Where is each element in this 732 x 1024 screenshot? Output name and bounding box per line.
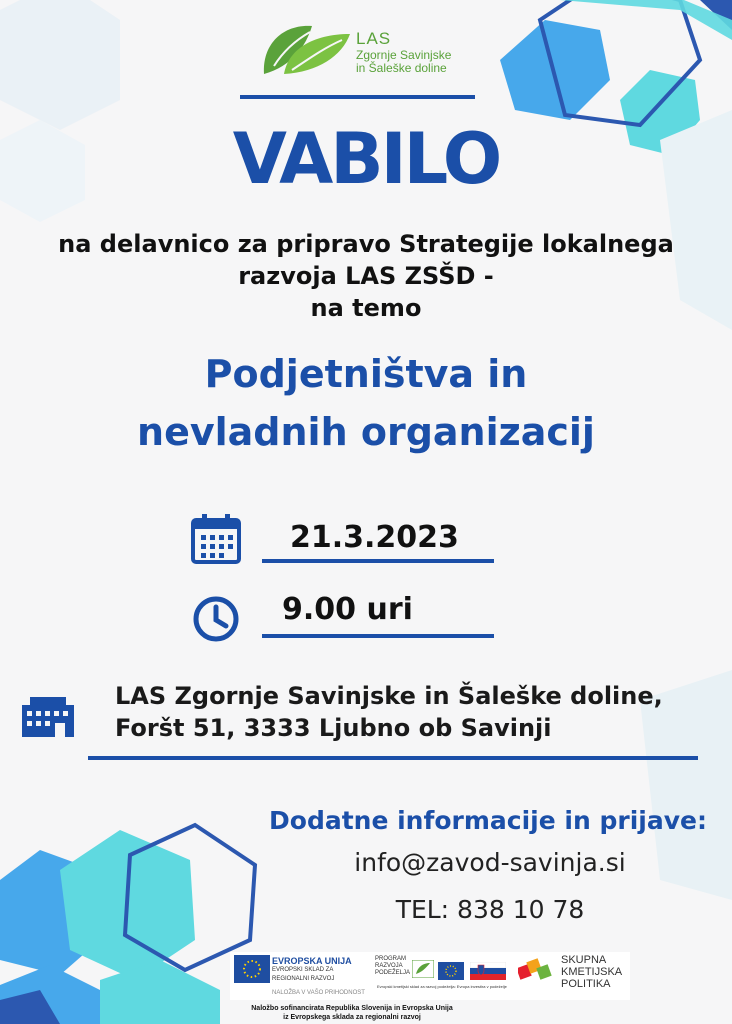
event-date: 21.3.2023: [290, 520, 459, 555]
intro-line3: na temo: [310, 294, 422, 322]
skp-line1: SKUPNA: [561, 954, 607, 966]
eu-flag-small-icon: [438, 962, 464, 980]
las-leaf-logo: [262, 20, 354, 76]
topic-line2: nevladnih organizacij: [137, 410, 595, 454]
logo-line1: LAS: [356, 29, 392, 48]
eu-sub2: REGIONALNI RAZVOJ: [272, 976, 335, 982]
prp-line3: PODEŽELJA: [375, 970, 411, 976]
eu-title: EVROPSKA UNIJA: [272, 956, 352, 966]
time-underline: [262, 634, 494, 638]
funding-note-line2: iz Evropskega sklada za regionalni razvoj: [283, 1014, 421, 1021]
funding-note-line1: Naložbo sofinancirata Republika Slovenija in Evropska Unija: [251, 1005, 453, 1012]
prp-line1: PROGRAM: [375, 956, 407, 962]
prp-line2: RAZVOJA: [375, 963, 403, 969]
leader-logo-icon: [412, 960, 434, 978]
location-underline: [88, 756, 698, 760]
contact-email[interactable]: info@zavod-savinja.si: [354, 848, 626, 877]
intro-text: [0, 228, 732, 324]
page-title: VABILO: [232, 118, 500, 200]
calendar-icon: [190, 513, 242, 565]
workshop-topic: [0, 345, 732, 461]
contact-phone: TEL: 838 10 78: [395, 895, 585, 924]
logo-line3: in Šaleške doline: [356, 60, 447, 75]
location-line1: LAS Zgornje Savinjske in Šaleške doline,: [115, 682, 663, 710]
eu-motto: NALOŽBA V VAŠO PRIHODNOST: [272, 990, 365, 996]
eu-sub1: EVROPSKI SKLAD ZA: [272, 967, 334, 973]
slovenia-flag-icon: [470, 962, 506, 980]
eafrd-text: Evropski kmetijski sklad za razvoj podeželja: Evropa investira v podeželje: [377, 984, 507, 989]
date-underline: [262, 559, 494, 563]
skp-line3: POLITIKA: [561, 978, 611, 990]
funding-note: [232, 1004, 472, 1022]
event-time: 9.00 uri: [282, 592, 413, 627]
skp-logo-icon: [518, 956, 556, 986]
intro-line1: na delavnico za pripravo Strategije lokalnega: [58, 230, 674, 258]
clock-icon: [192, 595, 240, 643]
las-logo-text: [356, 30, 451, 75]
title-divider: [240, 95, 475, 99]
prp-text: [375, 956, 410, 977]
eu-flag-icon: [234, 955, 270, 983]
topic-line1: Podjetništva in: [204, 352, 528, 396]
contact-heading: Dodatne informacije in prijave:: [269, 806, 707, 835]
skp-text: [561, 954, 622, 990]
building-icon: [22, 697, 74, 737]
event-location: [115, 680, 663, 744]
eu-text: [272, 957, 352, 984]
logo-line2: Zgornje Savinjske: [356, 47, 452, 62]
location-line2: Foršt 51, 3333 Ljubno ob Savinji: [115, 714, 552, 742]
intro-line2: razvoja LAS ZSŠD -: [238, 262, 494, 290]
skp-line2: KMETIJSKA: [561, 966, 623, 978]
